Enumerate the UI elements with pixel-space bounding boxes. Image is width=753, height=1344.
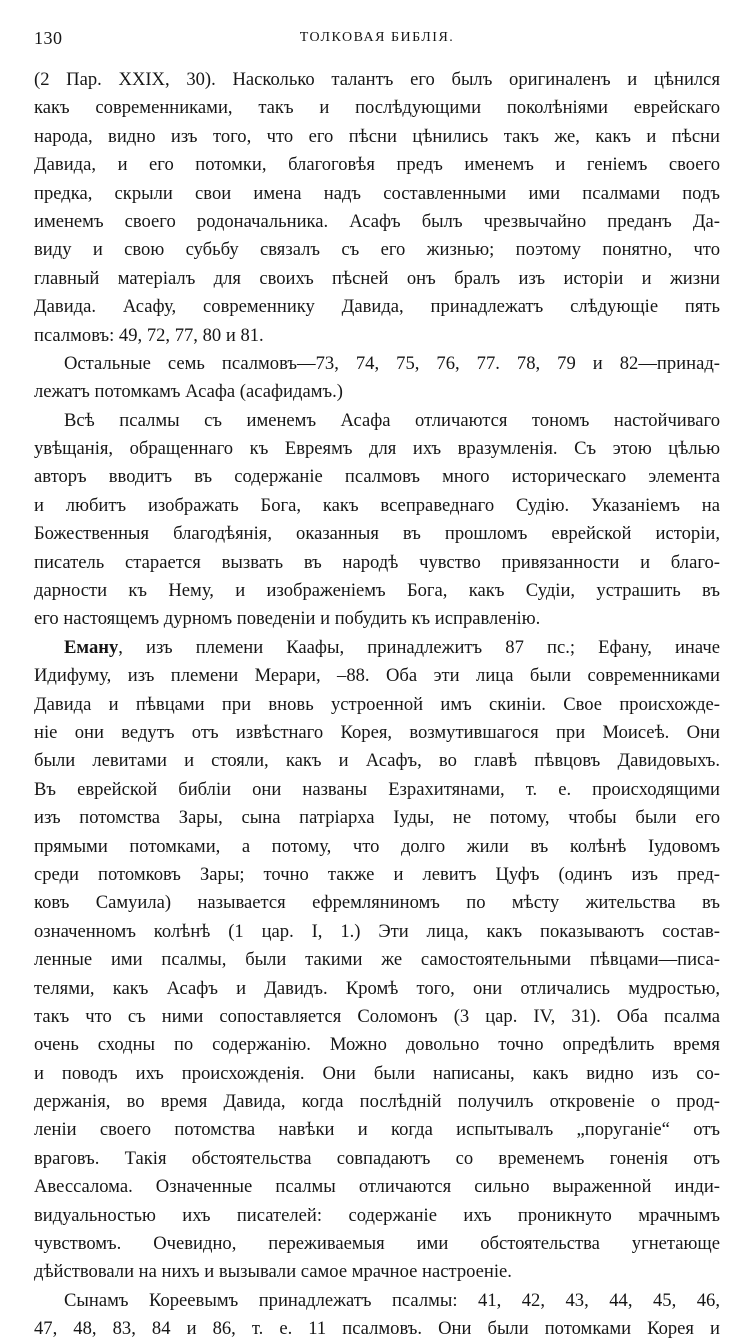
text-line: его настоящемъ дурномъ поведеніи и побудить къ исправленію. [34,608,541,630]
text-line: и любитъ изображать Бога, какъ всеправеднаго Судію. Указаніемъ на [34,494,720,516]
text-line: Давида и пѣвцами при вновь устроенной имъ скиніи. Свое происхожде- [34,693,720,715]
text-line: держанія, во время Давида, когда послѣдній получилъ откровеніе о прод- [34,1091,720,1113]
text-line: дѣйствовали на нихъ и вызывали самое мрачное настроеніе. [34,1261,512,1283]
text-line: главный матеріалъ для своихъ пѣсней онъ бралъ изъ исторіи и жизни [34,267,720,289]
paragraph [34,1287,720,1344]
text-line: авторъ вводитъ въ содержаніе псалмовъ много историческаго элемента [34,466,720,488]
text-line: Сынамъ Кореевымъ принадлежатъ псалмы: 41, 42, 43, 44, 45, 46, [64,1289,720,1311]
text-line: Божественныя благодѣянія, оказанныя въ прошломъ еврейской исторіи, [34,523,720,545]
text-line: ковъ Самуила) называется ефремляниномъ по мѣсту жительства въ [34,892,720,914]
text-run: , изъ племени Каафы, принадлежитъ 87 пс.; Ефану, иначе [118,636,720,658]
text-line: ніе они ведутъ отъ извѣстнаго Корея, возмутившагося при Моисеѣ. Они [34,721,720,743]
text-line: Всѣ псалмы съ именемъ Асафа отличаются тономъ настойчиваго [64,409,720,431]
text-line: ленные ими псалмы, были такими же самостоятельными пѣвцами—писа- [34,949,720,971]
text-line: 47, 48, 83, 84 и 86, т. е. 11 псалмовъ. Они были потомками Корея и [34,1318,720,1340]
text-line: Идифуму, изъ племени Мерари, –88. Оба эти лица были современниками [34,665,720,687]
text-line: Давида. Асафу, современнику Давида, принадлежатъ слѣдующіе пять [34,296,720,318]
text-line: именемъ своего родоначальника. Асафъ былъ чрезвычайно преданъ Да- [34,210,720,232]
text-line: народа, видно изъ того, что его пѣсни цѣнились такъ же, какъ и пѣсни [34,125,720,147]
text-line: увѣщанія, обращеннаго къ Евреямъ для ихъ вразумленія. Съ этою цѣлью [34,438,720,460]
text-line: Давида, и его потомки, благоговѣя предъ именемъ и геніемъ своего [34,154,720,176]
text-line: какъ современниками, такъ и послѣдующими поколѣніями еврейскаго [34,97,720,119]
text-line: видуальностью ихъ писателей: содержаніе ихъ проникнуто мрачнымъ [34,1204,720,1226]
page-number: 130 [34,28,63,48]
text-line: среди потомковъ Зары; точно также и левитъ Цуфъ (одинъ изъ пред- [34,863,720,885]
paragraph [34,66,720,350]
text-line: предка, скрыли свои имена надъ составленными ими псалмами подъ [34,182,720,204]
text-line [34,634,720,662]
text-line: писатель старается вызвать въ народѣ чувство привязанности и благо- [34,551,720,573]
text-line: такъ что съ ними сопоставляется Соломонъ (3 цар. IV, 31). Оба псалма [34,1005,720,1027]
text-line: Остальные семь псалмовъ—73, 74, 75, 76, 77. 78, 79 и 82—принад- [64,352,720,374]
text-line: виду и свою субьбу связалъ съ его жизнью; поэтому понятно, что [34,239,720,261]
text-line: телями, какъ Асафъ и Давидъ. Кромѣ того, они отличались мудростью, [34,977,720,999]
running-title: ТОЛКОВАЯ БИБЛІЯ. [299,30,455,45]
text-line: враговъ. Такія обстоятельства совпадаютъ со временемъ гоненія отъ [34,1147,720,1169]
text-line: изъ потомства Зары, сына патріарха Іуды, не потому, чтобы были его [34,807,720,829]
text-line: были левитами и стояли, какъ и Асафъ, во главѣ пѣвцовъ Давидовыхъ. [34,750,720,772]
text-line: лежатъ потомкамъ Асафа (асафидамъ.) [34,381,343,403]
text-line: очень сходны по содержанію. Можно довольно точно опредѣлить время [34,1034,720,1056]
text-line: прямыми потомками, а потому, что долго жили въ колѣнѣ Іудовомъ [34,835,720,857]
body-text [34,66,720,1344]
text-line: Въ еврейской библіи они названы Езрахитянами, т. е. происходящими [34,778,720,800]
paragraph [34,634,720,1287]
page-header [34,28,720,54]
text-line: чувствомъ. Очевидно, переживаемыя ими обстоятельства угнетающе [34,1233,720,1255]
bold-name-emanu: Еману [64,636,119,658]
text-line: дарности къ Нему, и изображеніемъ Бога, какъ Судіи, устрашить въ [34,580,720,602]
text-line: (2 Пар. XXIX, 30). Насколько талантъ его былъ оригиналенъ и цѣнился [34,69,720,90]
text-line: псалмовъ: 49, 72, 77, 80 и 81. [34,324,264,346]
text-line: и поводъ ихъ происхожденія. Они были написаны, какъ видно изъ со- [34,1062,720,1084]
text-line: означенномъ колѣнѣ (1 цар. I, 1.) Эти лица, какъ показываютъ состав- [34,920,720,942]
text-line: леніи своего потомства навѣки и когда испытывалъ „поруганіе“ отъ [34,1119,720,1141]
text-line: Авессалома. Означенные псалмы отличаются сильно выраженной инди- [34,1176,720,1198]
paragraph [34,407,720,634]
paragraph [34,350,720,407]
